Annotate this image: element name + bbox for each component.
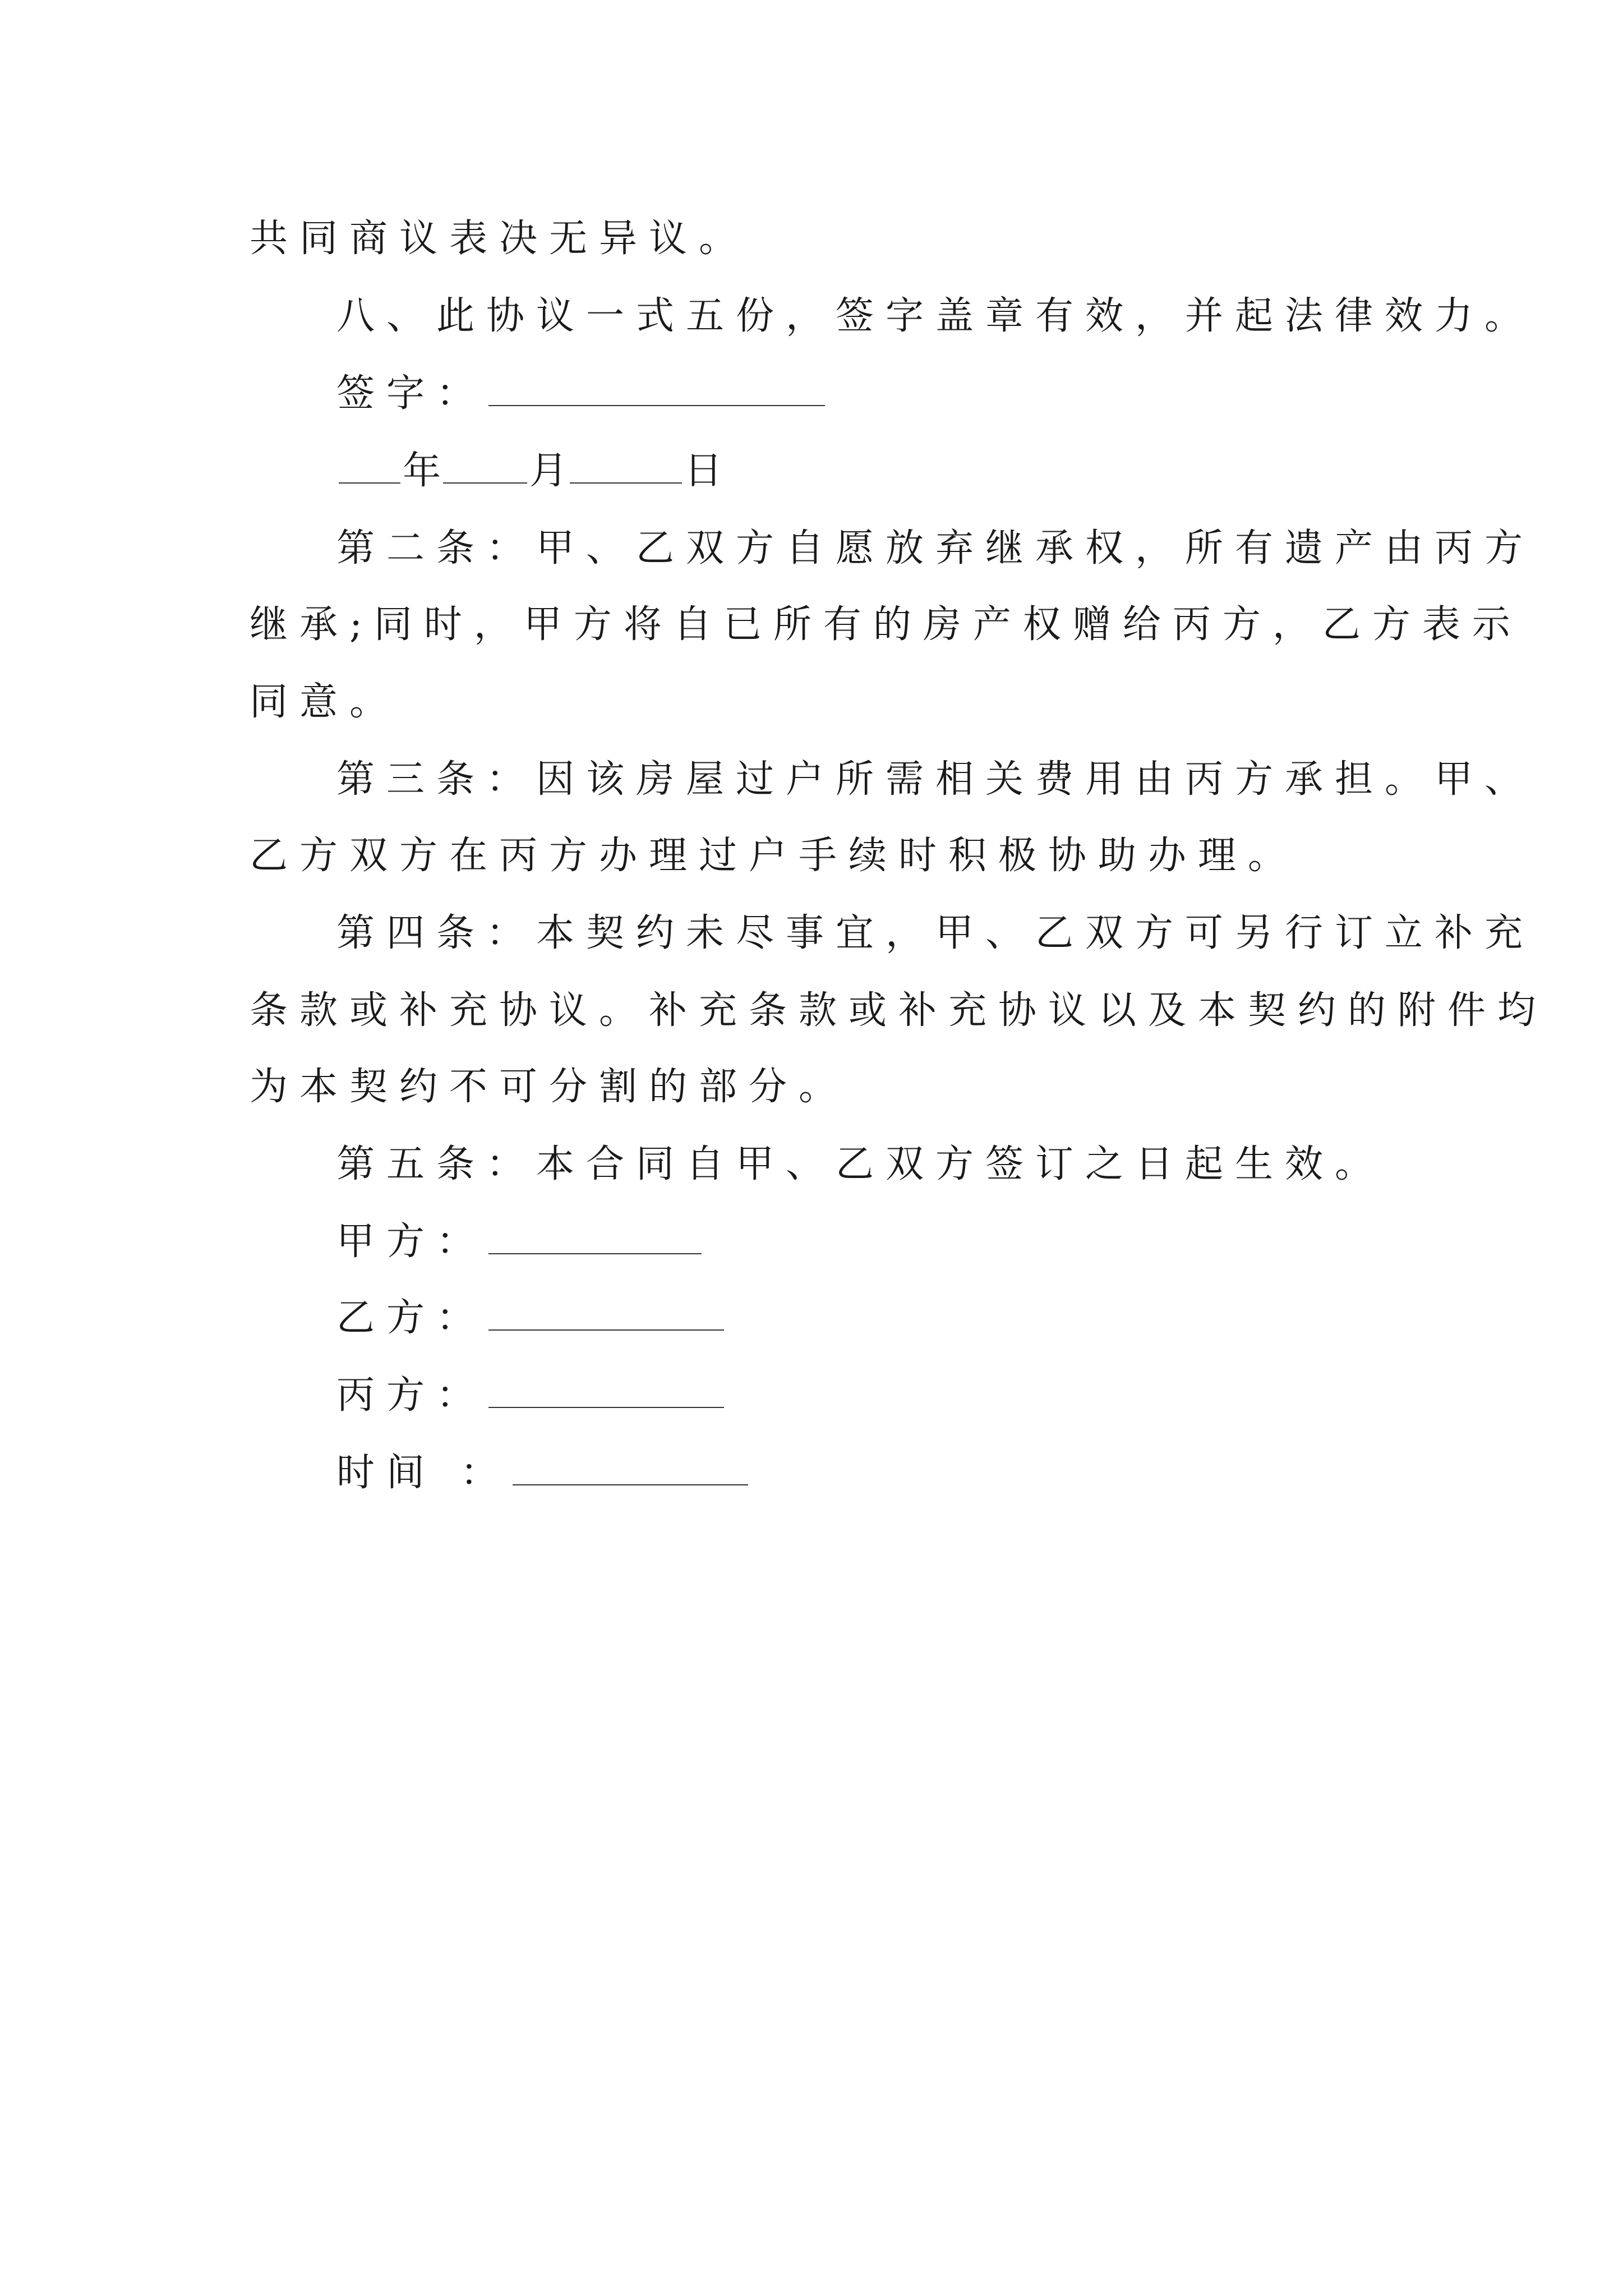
day-blank[interactable]: [570, 482, 682, 484]
date-line: [336, 449, 723, 493]
paragraph-line: 共同商议表决无异议。: [250, 217, 749, 261]
paragraph-line: 同意。: [250, 680, 400, 724]
paragraph-line: 八、此协议一式五份，签字盖章有效，并起法律效力。: [336, 294, 1535, 338]
time-label: 时间 ：: [336, 1451, 510, 1495]
year-label: 年: [403, 449, 441, 493]
party-a-label: 甲方：: [336, 1220, 487, 1264]
party-a-line: [336, 1220, 704, 1264]
paragraph-line: 乙方双方在丙方办理过户手续时积极协助办理。: [250, 834, 1298, 878]
party-c-line: [336, 1373, 726, 1418]
month-blank[interactable]: [443, 482, 527, 484]
party-b-label: 乙方：: [336, 1296, 487, 1340]
paragraph-line: 第三条：因该房屋过户所需相关费用由丙方承担。甲、: [336, 757, 1535, 802]
time-blank[interactable]: [513, 1484, 748, 1485]
month-label: 月: [529, 449, 568, 493]
day-label: 日: [684, 449, 723, 493]
sign-label: 签字：: [336, 371, 487, 416]
time-line: [336, 1451, 750, 1495]
party-a-blank[interactable]: [488, 1253, 702, 1254]
year-blank[interactable]: [339, 482, 400, 484]
party-b-line: [336, 1296, 726, 1340]
sign-blank[interactable]: [488, 405, 825, 406]
signature-line: [336, 371, 827, 416]
party-c-label: 丙方：: [336, 1373, 487, 1418]
paragraph-line: 继承;同时，甲方将自已所有的房产权赠给丙方，乙方表示: [250, 602, 1522, 647]
paragraph-line: 第二条：甲、乙双方自愿放弃继承权，所有遗产由丙方: [336, 526, 1535, 570]
party-b-blank[interactable]: [488, 1329, 724, 1331]
paragraph-line: 第四条：本契约未尽事宜，甲、乙双方可另行订立补充: [336, 911, 1535, 955]
paragraph-line: 第五条：本合同自甲、乙双方签订之日起生效。: [336, 1142, 1385, 1186]
paragraph-line: 为本契约不可分割的部分。: [250, 1065, 849, 1109]
paragraph-line: 条款或补充协议。补充条款或补充协议以及本契约的附件均: [250, 988, 1548, 1033]
party-c-blank[interactable]: [488, 1407, 724, 1408]
